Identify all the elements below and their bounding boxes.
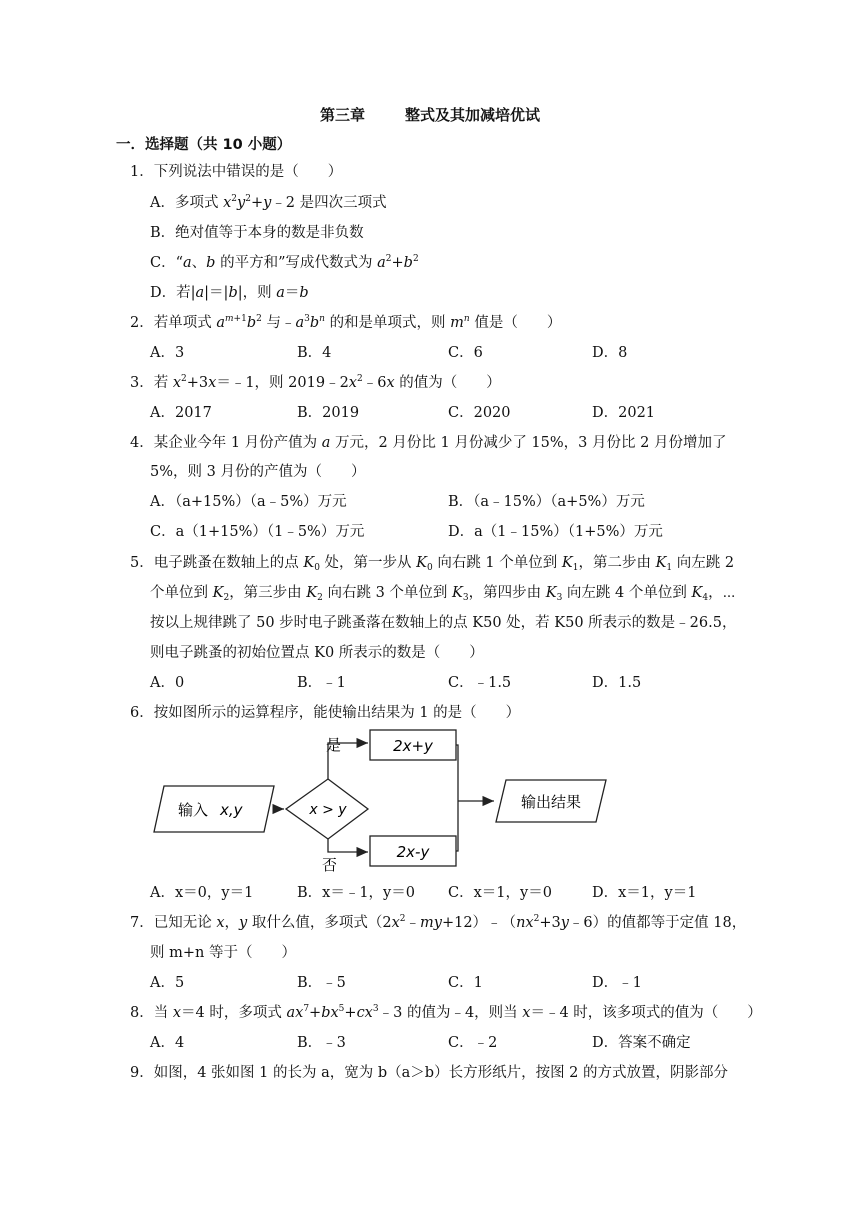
question-8-option-a: A．4 (150, 1035, 185, 1051)
question-7-option-a: A．5 (150, 975, 185, 991)
question-8-option-d: D．答案不确定 (592, 1035, 691, 1051)
question-2-option-a: A．3 (150, 345, 185, 361)
flowchart-condition-label: x > y (309, 802, 347, 818)
question-4-option-c: C．a（1+15%）（1﹣5%）万元 (150, 524, 365, 540)
question-4-option-d: D．a（1﹣15%）（1+5%）万元 (448, 524, 663, 540)
flowchart-top-expression: 2x+y (393, 737, 433, 755)
flowchart-input-label: 输入 (178, 801, 209, 819)
question-1-option-b: B．绝对值等于本身的数是非负数 (150, 225, 364, 241)
flowchart-bottom-expression: 2x-y (396, 843, 430, 861)
question-4-option-a: A．（a+15%）（a﹣5%）万元 (150, 494, 347, 510)
question-8-option-b: B．﹣3 (297, 1035, 346, 1051)
question-4-stem-line-1: 4．某企业今年 1 月份产值为 a 万元，2 月份比 1 月份减少了 15%，3 月份比 2 月份增加了 (130, 435, 727, 451)
question-7-stem-line-1: 7．已知无论 x，y 取什么值，多项式$(2x^2﹣my+12)﹣(nx^2+3y﹣6)$的值都等于定值 18， (130, 914, 747, 931)
question-5-option-b: B．﹣1 (297, 675, 346, 691)
question-5-stem-line-2: 个单位到 $K_2$，第三步由 $K_2$ 向右跳 3 个单位到 $K_3$，第四步由 $K_3$ 向左跳 4 个单位到 $K_4$，⋯ (150, 585, 736, 603)
question-7-option-c: C．1 (448, 975, 483, 991)
question-9-stem-line-1: 9．如图，4 张如图 1 的长为 a，宽为 b（a＞b）长方形纸片，按图 2 的方式放置，阴影部分 (130, 1065, 729, 1081)
question-5-option-a: A．0 (150, 675, 185, 691)
question-7-stem-line-2: 则 m+n 等于（ ） (150, 945, 296, 961)
question-2-option-b: B．4 (297, 345, 332, 361)
question-1-option-d: D．若|a|＝|b|，则 a＝b (150, 285, 309, 301)
section-heading: 一．选择题（共 10 小题） (116, 137, 292, 153)
question-6-option-b: B．x＝﹣1，y＝0 (297, 885, 415, 901)
question-3-option-b: B．2019 (297, 405, 360, 421)
question-5-option-c: C．﹣1.5 (448, 675, 512, 691)
question-3-option-d: D．2021 (592, 405, 656, 421)
flowchart-yes-label: 是 (326, 736, 342, 754)
question-3-option-c: C．2020 (448, 405, 511, 421)
question-6-stem: 6．按如图所示的运算程序，能使输出结果为 1 的是（ ） (130, 705, 521, 721)
question-8-option-c: C．﹣2 (448, 1035, 498, 1051)
question-7-option-d: D．﹣1 (592, 975, 642, 991)
question-1-stem: 1．下列说法中错误的是（ ） (130, 164, 343, 180)
question-5-stem-line-4: 则电子跳蚤的初始位置点 K0 所表示的数是（ ） (150, 645, 484, 661)
question-6-option-a: A．x＝0，y＝1 (150, 885, 254, 901)
question-3-option-a: A．2017 (150, 405, 212, 421)
question-6-option-c: C．x＝1，y＝0 (448, 885, 552, 901)
question-4-option-b: B．（a﹣15%）（a+5%）万元 (448, 494, 645, 510)
flowchart-no-label: 否 (322, 856, 338, 874)
question-5-stem-line-1: 5．电子跳蚤在数轴上的点 $K_0$ 处，第一步从 $K_0$ 向右跳 1 个单位到 $K_1$，第二步由 $K_1$ 向左跳 2 (130, 555, 735, 573)
question-2-stem: 2．若单项式 $a^{m+1}b^2$ 与$﹣a^3b^n$ 的和是单项式，则 $m^n$ 值是（ ） (130, 314, 562, 331)
question-1-option-c: C．“a、b 的平方和”写成代数式为 $a^2+b^2$ (150, 254, 419, 271)
question-1-option-a: A．多项式 $x^2y^2+y﹣2$ 是四次三项式 (150, 194, 387, 211)
flowchart-output-label: 输出结果 (520, 793, 582, 811)
question-5-option-d: D．1.5 (592, 675, 642, 691)
question-6-option-d: D．x＝1，y＝1 (592, 885, 697, 901)
flowchart (150, 728, 610, 878)
question-8-stem: 8．当 x＝4 时，多项式 $ax^7+bx^5+cx^3﹣3$ 的值为﹣4，则当 x＝﹣4 时，该多项式的值为（ ） (130, 1004, 762, 1021)
question-5-stem-line-3: 按以上规律跳了 50 步时电子跳蚤落在数轴上的点 K50 处，若 K50 所表示的数是﹣26.5， (150, 615, 737, 631)
question-2-option-d: D．8 (592, 345, 628, 361)
flowchart-input-box (154, 786, 274, 832)
chapter-title: 整式及其加减培优试 (405, 106, 541, 124)
question-7-option-b: B．﹣5 (297, 975, 346, 991)
page-title (0, 104, 860, 125)
flowchart-input-vars: x,y (220, 801, 243, 819)
question-4-stem-line-2: 5%，则 3 月份的产值为（ ） (150, 464, 366, 480)
chapter-label: 第三章 (319, 106, 365, 124)
question-2-option-c: C．6 (448, 345, 483, 361)
question-3-stem: 3．若 $x^2+3x=﹣1$，则 $2019﹣2x^2﹣6x$ 的值为（ ） (130, 374, 501, 391)
